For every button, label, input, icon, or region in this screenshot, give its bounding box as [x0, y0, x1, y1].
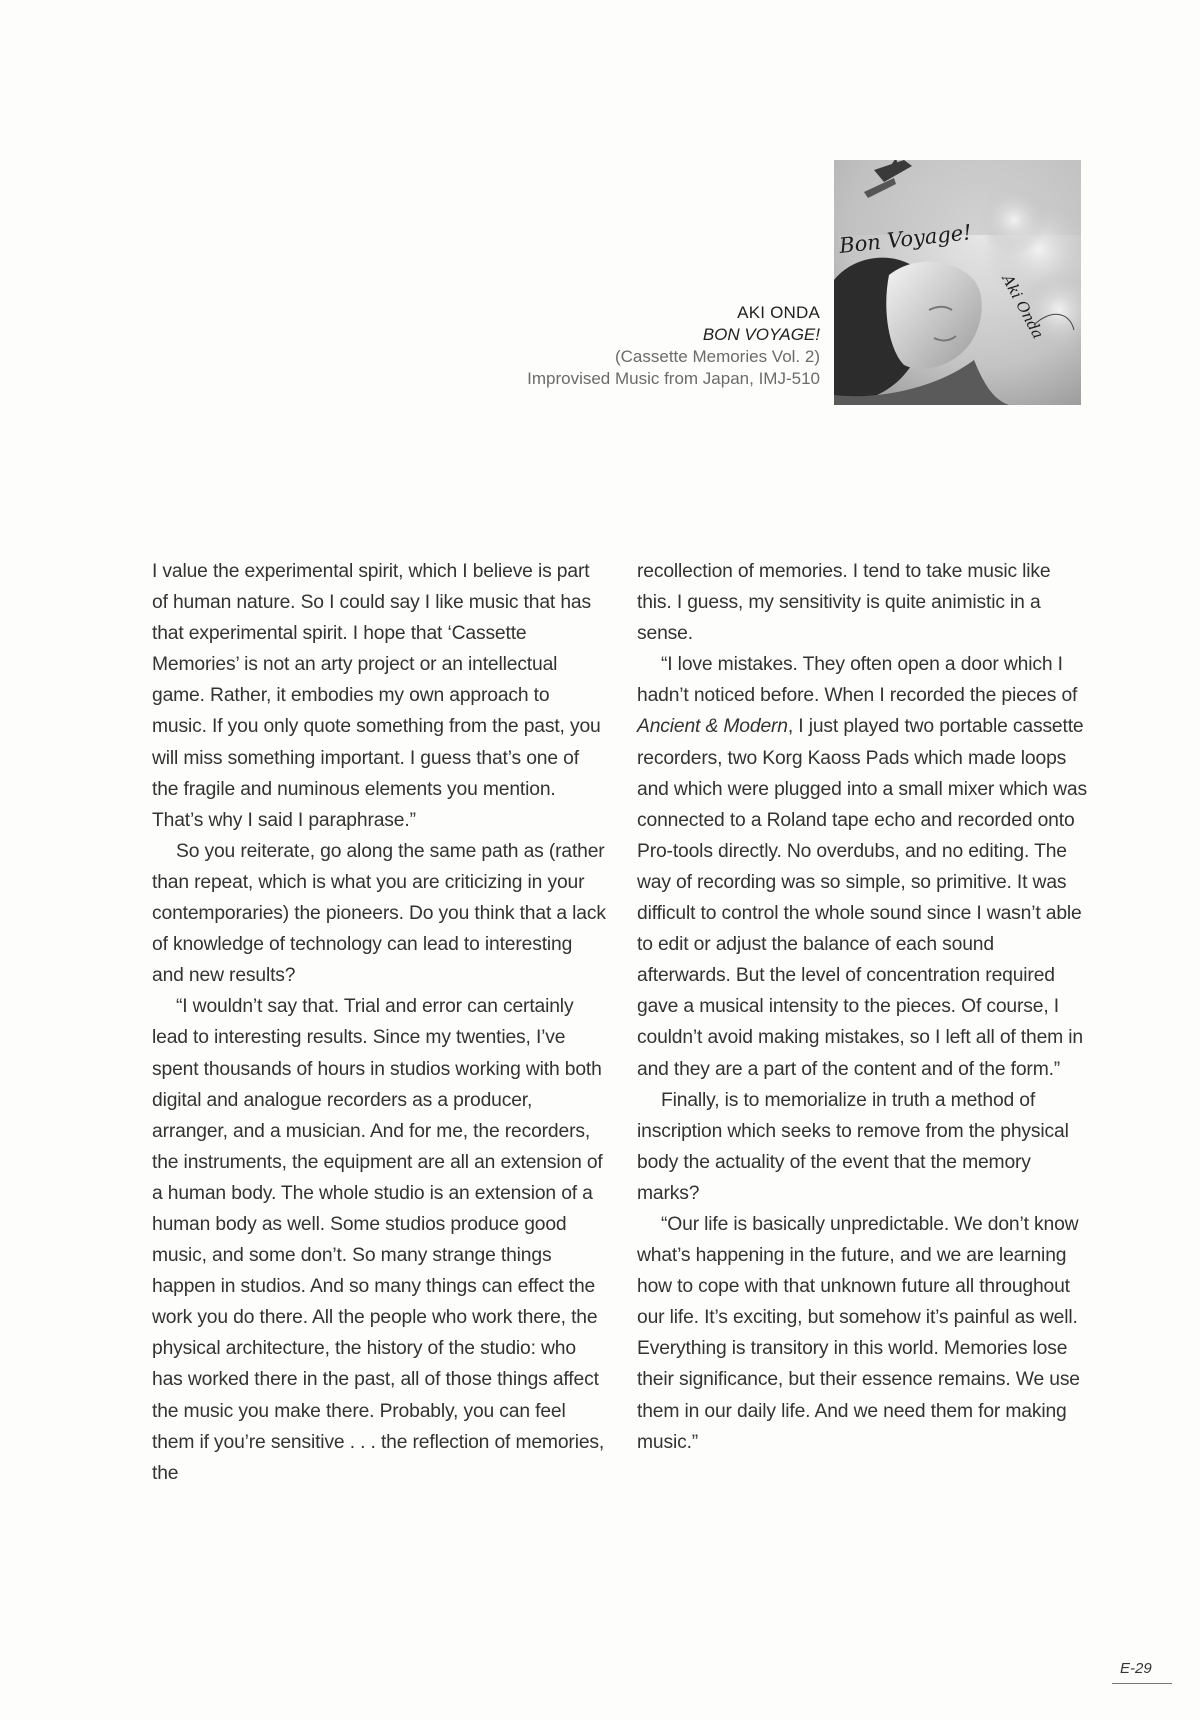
- paragraph: “Our life is basically unpredictable. We don’t know what’s happening in the future, and we are learning how to cope with that unknown future all throughout our life. It’s exciting, but somehow it’s painful as well. Everything is transitory in this world. Memories lose their significance, but their essence remains. We use them in our daily life. And we need them for making music.”: [637, 1213, 1080, 1453]
- album-title: BON VOYAGE!: [702, 325, 820, 344]
- artist-name: AKI ONDA: [737, 303, 820, 322]
- paragraph: Finally, is to memorialize in truth a method of inscription which seeks to remove from the physical body the actuality of the event that the memory marks?: [637, 1089, 1069, 1204]
- page-number: E-29: [1120, 1660, 1152, 1677]
- album-label: Improvised Music from Japan, IMJ-510: [527, 369, 820, 388]
- paragraph: I value the experimental spirit, which I believe is part of human nature. So I could say I like music that has that experimental spirit. I hope that ‘Cassette Memories’ is not an arty project or an intellectual game. Rather, it embodies my own approach to music. If you only quote something from the past, you will miss something important. I guess that’s one of the fragile and numinous elements you mention. That’s why I said I paraphrase.”: [152, 561, 601, 831]
- article-column-right: [637, 556, 1087, 1458]
- paragraph-text: “I love mistakes. They often open a door which I hadn’t noticed before. When I recorded the pieces of: [637, 654, 1078, 707]
- paragraph: “I wouldn’t say that. Trial and error can certainly lead to interesting results. Since my twenties, I’ve spent thousands of hours in studios working with both digital and analogue recorders as a producer, arranger, and a musician. And for me, the recorders, the instruments, the equipment are all an extension of a human body. The whole studio is an extension of a human body as well. Some studios produce good music, and some don’t. So many strange things happen in studios. And so many things can effect the work you do there. All the people who work there, the physical architecture, the history of the studio: who has worked there in the past, all of those things affect the music you make there. Probably, you can feel them if you’re sensitive . . . the reflection of memories, the: [152, 996, 605, 1484]
- paragraph: So you reiterate, go along the same path as (rather than repeat, which is what you are criticizing in your contemporaries) the pioneers. Do you think that a lack of knowledge of technology can lead to interesting and new results?: [152, 840, 606, 987]
- page-number-rule: [1112, 1683, 1172, 1684]
- paragraph: recollection of memories. I tend to take music like this. I guess, my sensitivity is quite animistic in a sense.: [637, 561, 1051, 645]
- article-column-left: [152, 556, 608, 1489]
- album-series: (Cassette Memories Vol. 2): [614, 347, 820, 366]
- paragraph: [637, 649, 1087, 1084]
- cover-title-text: Bon Voyage!: [838, 220, 973, 258]
- album-caption: [527, 302, 820, 390]
- paragraph-text: , I just played two portable cassette recorders, two Korg Kaoss Pads which made loops and which were plugged into a small mixer which was connected to a Roland tape echo and recorded onto Pro-tools directly. No overdubs, and no editing. The way of recording was so simple, so primitive. It was difficult to control the whole sound since I wasn’t able to edit or adjust the balance of each sound afterwards. But the level of concentration required gave a musical intensity to the pieces. Of course, I couldn’t avoid making mistakes, so I left all of them in and they are a part of the content and of the form.”: [637, 716, 1087, 1080]
- album-cover-image: [834, 160, 1081, 405]
- album-reference: Ancient & Modern: [637, 716, 788, 738]
- cover-artist-text: Aki Onda: [998, 271, 1048, 342]
